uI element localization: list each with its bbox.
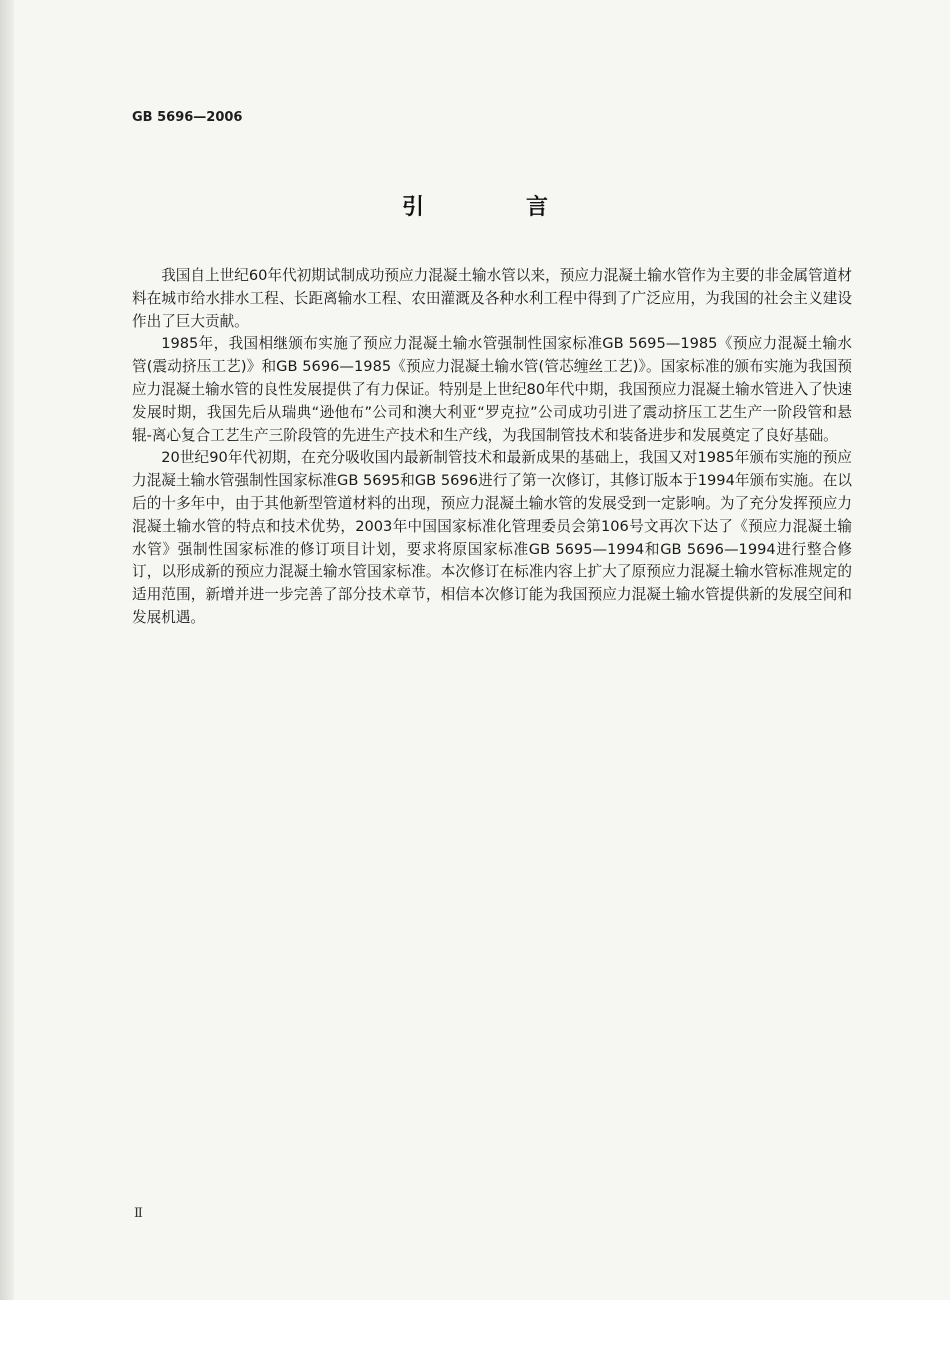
page-bottom-margin [0, 1300, 950, 1345]
introduction-body [132, 265, 852, 630]
standard-number: GB 5696—2006 [132, 110, 243, 125]
paragraph-1: 我国自上世纪60年代初期试制成功预应力混凝土输水管以来，预应力混凝土输水管作为主要的非金属管道材料在城市给水排水工程、长距离输水工程、农田灌溉及各种水利工程中得到了广泛应用，为我国的社会主义建设作出了巨大贡献。 [132, 267, 852, 330]
paragraph-2: 1985年，我国相继颁布实施了预应力混凝土输水管强制性国家标准GB 5695—1985《预应力混凝土输水管(震动挤压工艺)》和GB 5696—1985《预应力混凝土输水管(管芯缠丝工艺)》。国家标准的颁布实施为我国预应力混凝土输水管的良性发展提供了有力保证。特别是上世纪80年代中期，我国预应力混凝土输水管进入了快速发展时期，我国先后从瑞典“逊他布”公司和澳大利亚“罗克拉”公司成功引进了震动挤压工艺生产一阶段管和悬辊-离心复合工艺生产三阶段管的先进生产技术和生产线，为我国制管技术和装备进步和发展奠定了良好基础。 [132, 335, 852, 444]
paragraph-3: 20世纪90年代初期，在充分吸收国内最新制管技术和最新成果的基础上，我国又对1985年颁布实施的预应力混凝土输水管强制性国家标准GB 5695和GB 5696进行了第一次修订，其修订版本于1994年颁布实施。在以后的十多年中，由于其他新型管道材料的出现，预应力混凝土输水管的发展受到一定影响。为了充分发挥预应力混凝土输水管的特点和技术优势，2003年中国国家标准化管理委员会第106号文再次下达了《预应力混凝土输水管》强制性国家标准的修订项目计划，要求将原国家标准GB 5695—1994和GB 5696—1994进行整合修订，以形成新的预应力混凝土输水管国家标准。本次修订在标准内容上扩大了原预应力混凝土输水管标准规定的适用范围，新增并进一步完善了部分技术章节，相信本次修订能为我国预应力混凝土输水管提供新的发展空间和发展机遇。 [132, 449, 852, 626]
page-title: 引 言 [401, 195, 588, 220]
page-number: Ⅱ [134, 1206, 143, 1221]
